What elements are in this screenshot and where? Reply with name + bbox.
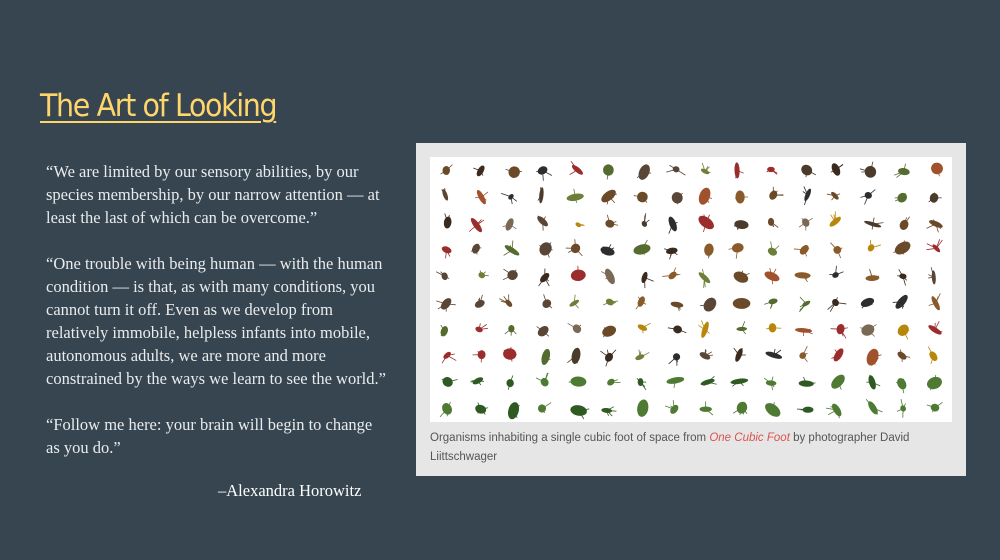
organism-icon — [666, 376, 685, 388]
organism-icon — [570, 404, 590, 419]
organism-icon — [637, 323, 651, 333]
organism-icon — [697, 186, 713, 206]
organisms-photo — [430, 157, 952, 422]
organism-icon — [475, 189, 488, 206]
organism-icon — [635, 350, 650, 362]
organism-icon — [474, 295, 486, 310]
organism-icon — [898, 217, 910, 232]
organism-icon — [729, 242, 745, 258]
quote-1: “We are limited by our sensory abilities, by our species membership, by our narrow attention — at least the last of which can be overcome.” — [46, 162, 380, 227]
organism-icon — [929, 192, 942, 204]
organism-icon — [698, 320, 710, 338]
organism-icon — [541, 294, 553, 310]
organism-icon — [604, 215, 618, 229]
organism-icon — [766, 241, 779, 257]
organism-icon — [897, 269, 907, 285]
organism-icon — [929, 161, 945, 177]
organism-icon — [441, 245, 453, 258]
organism-icon — [501, 193, 517, 204]
organism-icon — [640, 271, 653, 288]
organism-icon — [860, 322, 877, 337]
organism-icon — [667, 215, 679, 233]
organism-icon — [470, 242, 481, 254]
organism-icon — [602, 164, 614, 180]
organism-icon — [864, 218, 884, 230]
organism-icon — [603, 297, 618, 306]
organism-icon — [470, 376, 484, 386]
organism-icon — [443, 213, 452, 229]
organism-icon — [606, 377, 621, 387]
organism-icon — [803, 186, 813, 205]
organism-icon — [664, 247, 678, 259]
organism-icon — [765, 349, 783, 360]
organism-icon — [830, 243, 842, 258]
organism-icon — [506, 164, 523, 180]
organism-icon — [799, 163, 816, 178]
organism-icon — [568, 323, 583, 335]
organism-icon — [440, 401, 454, 417]
organism-icon — [732, 269, 750, 285]
organism-icon — [735, 190, 748, 203]
organism-icon — [536, 165, 552, 181]
organism-icon — [439, 325, 449, 337]
organism-icon — [503, 241, 520, 258]
organism-icon — [764, 298, 778, 309]
organism-icon — [927, 402, 943, 412]
organism-icon — [733, 298, 751, 309]
organism-icon — [441, 188, 449, 201]
organism-icon — [671, 191, 684, 204]
organism-icon — [929, 293, 942, 311]
organism-icon — [794, 272, 810, 282]
organism-icon — [703, 243, 714, 258]
organism-icon — [665, 400, 680, 415]
organism-icon — [641, 213, 650, 228]
organism-icon — [441, 375, 458, 389]
organism-icon — [566, 189, 584, 203]
organism-icon — [575, 221, 585, 228]
organism-icon — [925, 375, 944, 392]
quote-block — [46, 160, 386, 482]
organism-icon — [896, 350, 910, 362]
organism-icon — [865, 269, 879, 281]
organism-icon — [475, 323, 488, 333]
organism-icon — [768, 218, 779, 228]
organism-icon — [538, 268, 551, 286]
organism-icon — [866, 240, 881, 253]
organism-icon — [436, 296, 455, 311]
organism-icon — [763, 400, 783, 419]
organism-icon — [499, 294, 513, 308]
organism-icon — [503, 269, 519, 281]
caption-credit: by photographer David Liittschwager — [430, 432, 910, 463]
organism-icon — [662, 268, 680, 281]
organism-icon — [768, 187, 784, 201]
organism-icon — [700, 163, 710, 175]
organism-icon — [927, 239, 943, 253]
quote-3: “Follow me here: your brain will begin to change as you do.” — [46, 415, 373, 457]
organism-icon — [763, 268, 781, 284]
slide-title: The Art of Looking — [40, 88, 277, 124]
organism-icon — [700, 295, 719, 314]
organism-icon — [600, 324, 617, 339]
organism-icon — [733, 400, 749, 415]
organism-icon — [636, 295, 646, 309]
organism-icon — [831, 347, 845, 363]
organism-icon — [795, 327, 813, 336]
organism-icon — [928, 347, 940, 364]
organism-icon — [799, 297, 811, 312]
figure-card — [416, 143, 966, 476]
organism-icon — [506, 401, 521, 421]
organism-icon — [866, 374, 880, 390]
organism-icon — [767, 167, 778, 175]
organism-icon — [505, 325, 517, 336]
organism-icon — [570, 161, 585, 176]
organism-icon — [828, 211, 842, 228]
organism-icon — [766, 323, 781, 332]
organism-icon — [599, 187, 618, 205]
organism-icon — [860, 296, 876, 309]
organism-icon — [895, 377, 908, 394]
organism-icon — [764, 377, 777, 391]
organism-icon — [600, 350, 616, 367]
organism-icon — [567, 347, 581, 365]
attribution: –Alexandra Horowitz — [218, 481, 362, 500]
organism-icon — [700, 401, 713, 415]
organism-icon — [895, 191, 909, 205]
organism-icon — [734, 219, 749, 229]
organism-icon — [637, 378, 646, 390]
organism-icon — [734, 162, 743, 178]
organism-icon — [601, 267, 617, 285]
organism-icon — [436, 272, 449, 281]
organism-icon — [568, 295, 580, 308]
organism-icon — [730, 377, 748, 386]
organism-icon — [860, 190, 875, 205]
one-cubic-foot-link[interactable]: One Cubic Foot — [709, 432, 790, 444]
organism-icon — [895, 322, 911, 339]
organism-icon — [696, 213, 716, 232]
organism-icon — [831, 323, 848, 338]
organism-icon — [669, 352, 682, 366]
caption-text: Organisms inhabiting a single cubic foot of space from — [430, 432, 710, 444]
organism-icon — [569, 376, 587, 387]
organism-icon — [636, 399, 650, 418]
organism-icon — [736, 321, 747, 334]
organism-icon — [506, 376, 514, 390]
organism-icon — [893, 293, 910, 311]
organism-icon — [536, 324, 551, 339]
organism-icon — [700, 376, 717, 386]
organism-icon — [794, 243, 811, 256]
organism-icon — [798, 346, 807, 362]
organism-icon — [734, 347, 746, 362]
organism-icon — [668, 325, 686, 335]
organism-icon — [927, 321, 943, 336]
organism-icon — [798, 377, 815, 387]
organism-icon — [799, 217, 812, 230]
organism-icon — [634, 189, 650, 204]
organism-icon — [894, 164, 910, 178]
organism-icon — [599, 244, 615, 257]
organism-icon — [601, 407, 616, 416]
organism-icon — [632, 240, 651, 256]
organisms-illustration — [430, 157, 952, 422]
organism-icon — [536, 373, 550, 388]
organism-icon — [865, 347, 882, 367]
organism-icon — [469, 216, 484, 233]
figure-caption — [430, 429, 950, 467]
organism-icon — [928, 267, 936, 284]
organism-icon — [926, 219, 943, 233]
organism-icon — [473, 164, 486, 177]
organism-icon — [570, 266, 586, 282]
organism-icon — [503, 347, 517, 361]
quote-2: “One trouble with being human — with the human condition — is that, as with many conditions, you cannot turn it off. Even as we develop from relatively immobile, helpless infants into mobile, autonomous adults, we are more and more constrained by the ways we learn to see the world.” — [46, 254, 386, 388]
organism-icon — [540, 348, 552, 366]
organism-icon — [827, 191, 840, 201]
organism-icon — [897, 399, 907, 418]
organism-icon — [477, 270, 488, 279]
organism-icon — [538, 187, 545, 204]
organism-icon — [441, 165, 453, 175]
organism-icon — [666, 165, 685, 175]
organism-icon — [829, 372, 848, 391]
organism-icon — [698, 349, 712, 361]
organism-icon — [537, 240, 554, 258]
organism-icon — [442, 351, 456, 364]
organism-icon — [473, 350, 486, 363]
organism-icon — [797, 407, 814, 413]
organism-icon — [503, 217, 517, 232]
organism-icon — [828, 297, 847, 311]
organism-icon — [893, 239, 913, 257]
organism-icon — [537, 403, 551, 413]
organism-icon — [860, 162, 878, 180]
organism-icon — [697, 269, 712, 288]
organism-icon — [830, 162, 843, 177]
organism-icon — [566, 239, 583, 256]
organism-icon — [829, 266, 843, 279]
organism-icon — [670, 301, 684, 311]
organism-icon — [536, 214, 550, 230]
organism-icon — [474, 403, 488, 415]
organism-icon — [866, 399, 882, 416]
organism-icon — [636, 163, 652, 182]
organism-icon — [826, 402, 843, 418]
